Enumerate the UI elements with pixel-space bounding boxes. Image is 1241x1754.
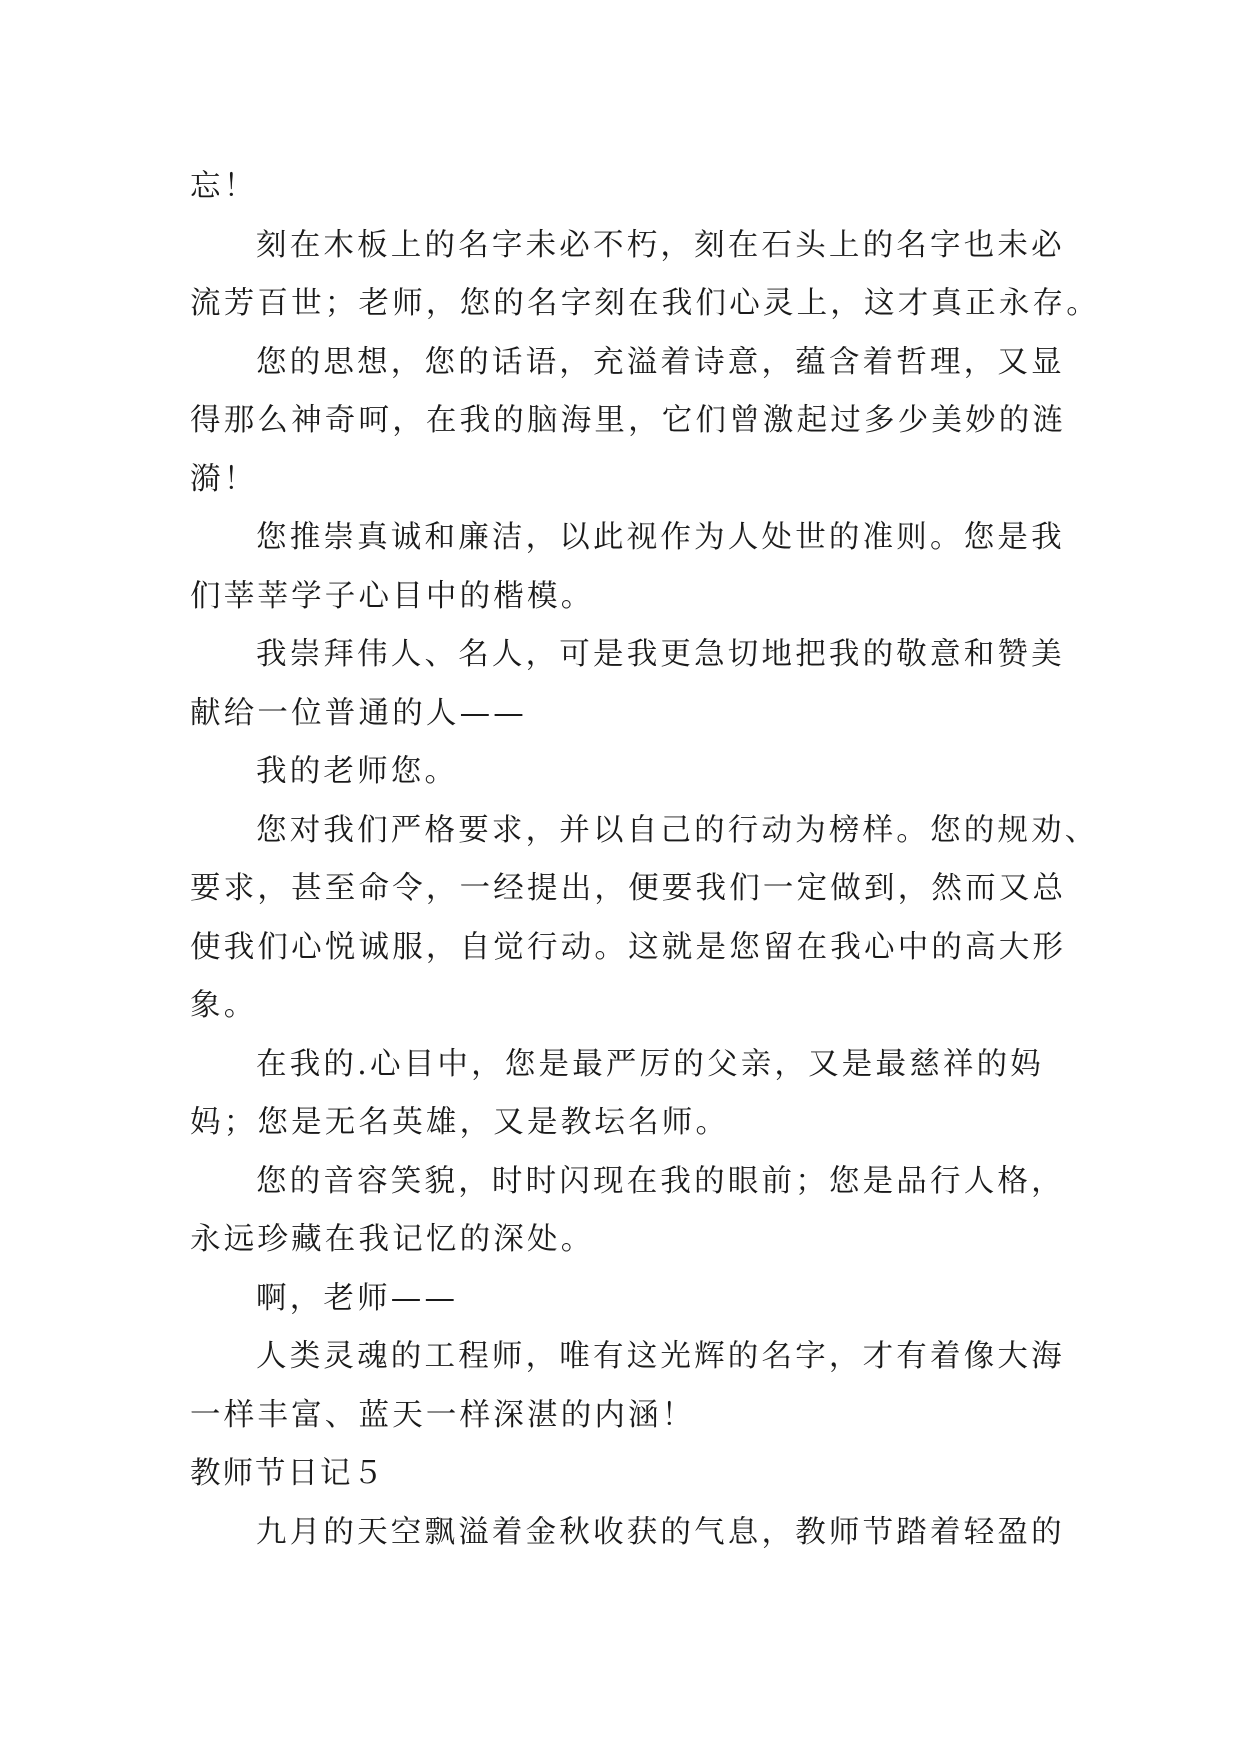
text-line: 您的思想，您的话语，充溢着诗意，蕴含着哲理，又显 [256, 344, 1065, 380]
text-line: 们莘莘学子心目中的楷模。 [190, 578, 595, 614]
text-line: 象。 [190, 988, 258, 1023]
text-line: 永远珍藏在我记忆的深处。 [190, 1222, 595, 1257]
text-line: 妈；您是无名英雄，又是教坛名师。 [190, 1105, 730, 1140]
text-line: 一样丰富、蓝天一样深湛的内涵！ [190, 1397, 696, 1433]
text-line: 刻在木板上的名字未必不朽，刻在石头上的名字也未必 [256, 227, 1065, 263]
text-line: 您对我们严格要求，并以自己的行动为榜样。您的规劝、 [256, 812, 1099, 848]
text-line: 人类灵魂的工程师，唯有这光辉的名字，才有着像大海 [256, 1339, 1065, 1374]
section-heading: 教师节日记５ [190, 1456, 385, 1491]
text-line: 九月的天空飘溢着金秋收获的气息，教师节踏着轻盈的 [256, 1514, 1065, 1550]
text-line: 啊，老师—— [256, 1280, 459, 1316]
text-line: 流芳百世；老师，您的名字刻在我们心灵上，这才真正永存。 [190, 286, 1100, 321]
text-line: 我的老师您。 [256, 754, 459, 789]
text-line: 忘！ [190, 169, 258, 204]
text-line: 使我们心悦诚服，自觉行动。这就是您留在我心中的高大形 [190, 929, 1067, 965]
text-line: 献给一位普通的人—— [190, 695, 527, 731]
text-line: 要求，甚至命令，一经提出，便要我们一定做到，然而又总 [190, 871, 1067, 906]
text-line: 漪！ [190, 461, 258, 497]
text-line: 得那么神奇呵，在我的脑海里，它们曾激起过多少美妙的涟 [190, 403, 1067, 438]
text-line: 您推崇真诚和廉洁，以此视作为人处世的准则。您是我 [256, 520, 1065, 555]
text-line: 在我的.心目中，您是最严厉的父亲，又是最慈祥的妈 [256, 1046, 1044, 1082]
text-line: 您的音容笑貌，时时闪现在我的眼前；您是品行人格， [256, 1163, 1065, 1199]
document-body [190, 158, 1100, 1562]
text-line: 我崇拜伟人、名人，可是我更急切地把我的敬意和赞美 [256, 637, 1065, 672]
